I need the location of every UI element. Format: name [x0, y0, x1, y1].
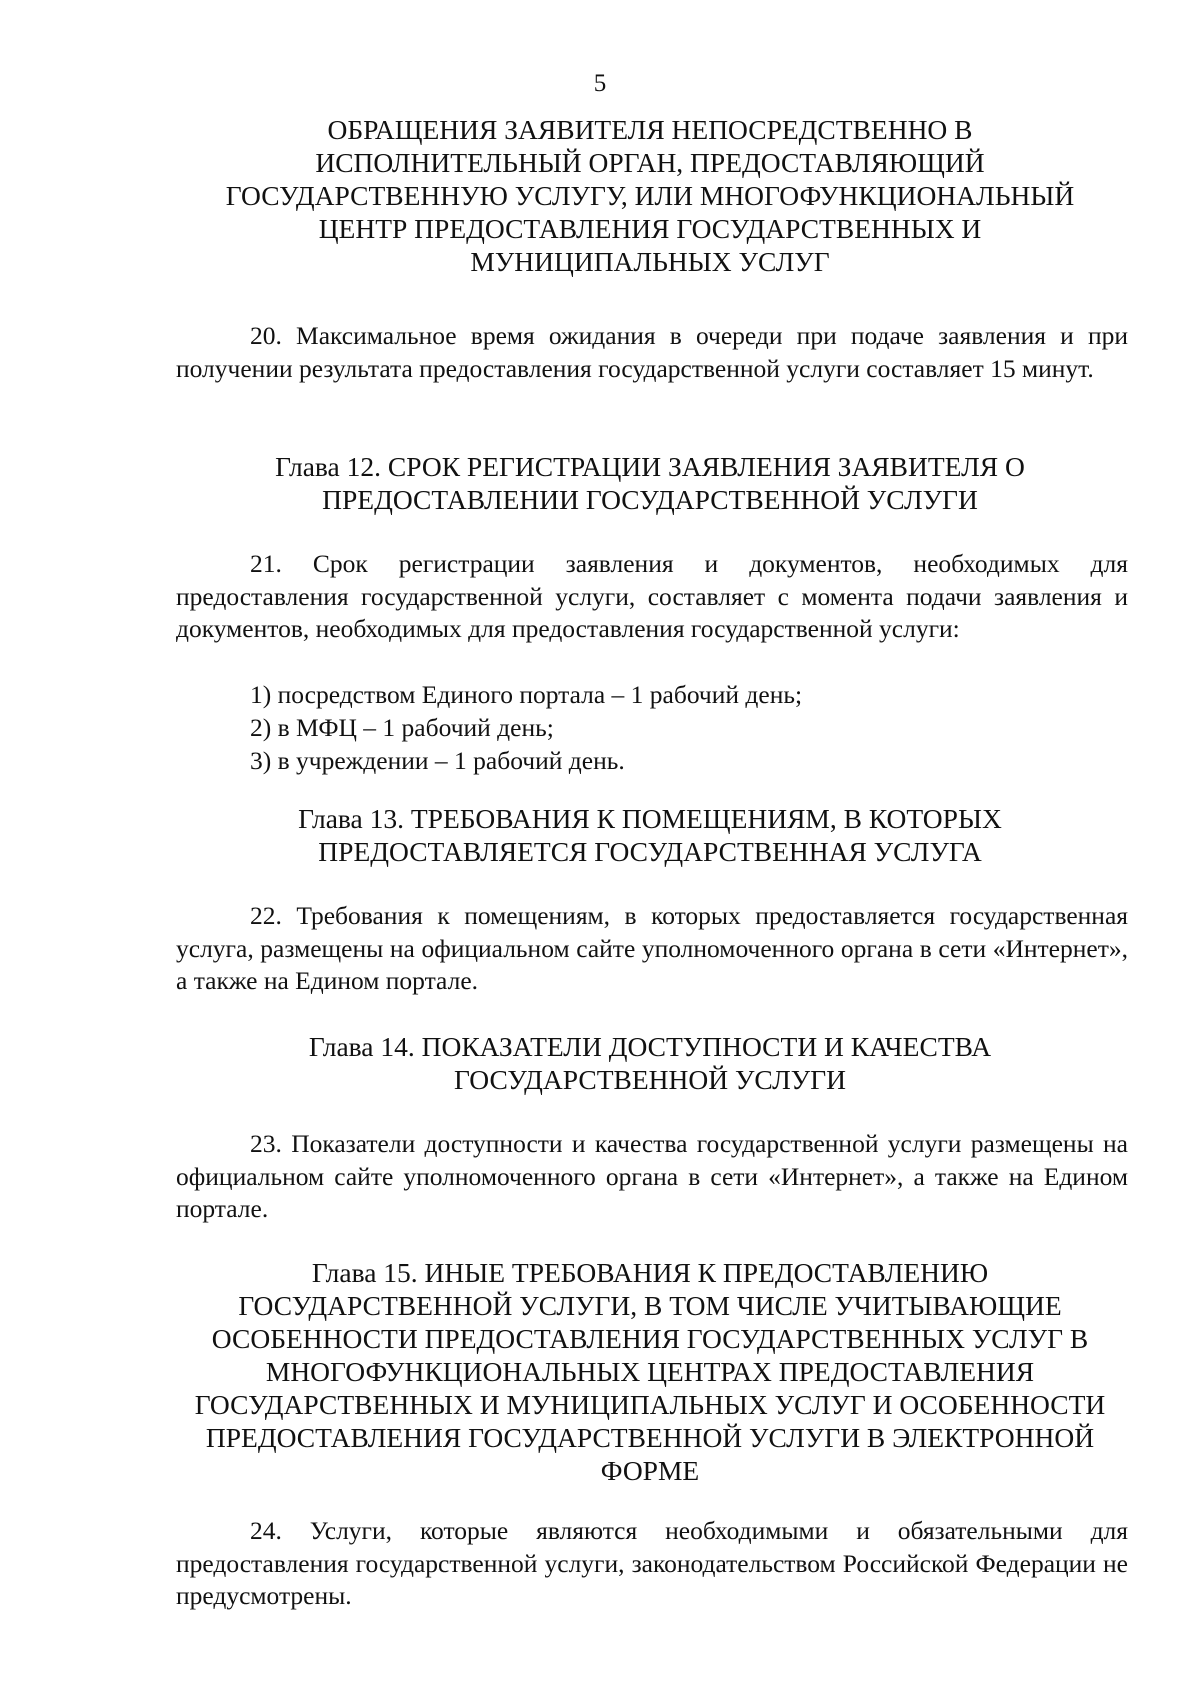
heading-line: ПРЕДОСТАВЛЕНИЯ ГОСУДАРСТВЕННОЙ УСЛУГИ В ЭЛЕКТРОННОЙ	[205, 1422, 1095, 1453]
heading-line: МНОГОФУНКЦИОНАЛЬНЫХ ЦЕНТРАХ ПРЕДОСТАВЛЕНИЯ	[265, 1356, 1035, 1387]
heading-line: Глава 14. ПОКАЗАТЕЛИ ДОСТУПНОСТИ И КАЧЕСТВА	[308, 1031, 992, 1062]
heading-line: Глава 15. ИНЫЕ ТРЕБОВАНИЯ К ПРЕДОСТАВЛЕНИЮ	[311, 1257, 989, 1288]
heading-line: Глава 12. СРОК РЕГИСТРАЦИИ ЗАЯВЛЕНИЯ ЗАЯВИТЕЛЯ О	[275, 451, 1025, 482]
chapter-12-heading	[170, 450, 1130, 516]
chapter-14-heading	[170, 1030, 1130, 1096]
heading-line: ОСОБЕННОСТИ ПРЕДОСТАВЛЕНИЯ ГОСУДАРСТВЕННЫХ УСЛУГ В	[211, 1323, 1089, 1354]
intro-heading	[170, 113, 1130, 278]
heading-line: ГОСУДАРСТВЕННУЮ УСЛУГУ, ИЛИ МНОГОФУНКЦИОНАЛЬНЫЙ	[225, 180, 1075, 211]
heading-line: ПРЕДОСТАВЛЕНИИ ГОСУДАРСТВЕННОЙ УСЛУГИ	[322, 484, 978, 515]
chapter-15-heading	[170, 1256, 1130, 1487]
heading-line: ОБРАЩЕНИЯ ЗАЯВИТЕЛЯ НЕПОСРЕДСТВЕННО В	[327, 114, 973, 145]
heading-line: ГОСУДАРСТВЕННОЙ УСЛУГИ	[454, 1064, 846, 1095]
list-item: 1) посредством Единого портала – 1 рабочий день;	[250, 680, 803, 709]
paragraph-21-list	[250, 678, 802, 777]
paragraph-20: 20. Максимальное время ожидания в очереди при подаче заявления и при получении результата предоставления государственной услуги составляет 15 минут.	[176, 321, 1128, 383]
paragraph-23: 23. Показатели доступности и качества государственной услуги размещены на официальном сайте уполномоченного органа в сети «Интернет», а также на Едином портале.	[176, 1129, 1128, 1223]
heading-line: МУНИЦИПАЛЬНЫХ УСЛУГ	[470, 246, 830, 277]
page-number: 5	[593, 70, 607, 97]
heading-line: ГОСУДАРСТВЕННЫХ И МУНИЦИПАЛЬНЫХ УСЛУГ И ОСОБЕННОСТИ	[194, 1389, 1106, 1420]
heading-line: ГОСУДАРСТВЕННОЙ УСЛУГИ, В ТОМ ЧИСЛЕ УЧИТЫВАЮЩИЕ	[238, 1290, 1062, 1321]
heading-line: ИСПОЛНИТЕЛЬНЫЙ ОРГАН, ПРЕДОСТАВЛЯЮЩИЙ	[315, 147, 985, 178]
chapter-13-heading	[170, 802, 1130, 868]
list-item: 2) в МФЦ – 1 рабочий день;	[250, 713, 554, 742]
paragraph-22: 22. Требования к помещениям, в которых предоставляется государственная услуга, размещены на официальном сайте уполномоченного органа в сети «Интернет», а также на Едином портале.	[176, 901, 1128, 995]
list-item: 3) в учреждении – 1 рабочий день.	[250, 746, 625, 775]
heading-line: Глава 13. ТРЕБОВАНИЯ К ПОМЕЩЕНИЯМ, В КОТОРЫХ	[298, 803, 1002, 834]
paragraph-21: 21. Срок регистрации заявления и документов, необходимых для предоставления государственной услуги, составляет с момента подачи заявления и документов, необходимых для предоставления государственной услуги:	[176, 549, 1128, 643]
heading-line: ПРЕДОСТАВЛЯЕТСЯ ГОСУДАРСТВЕННАЯ УСЛУГА	[318, 836, 982, 867]
heading-line: ФОРМЕ	[600, 1455, 700, 1486]
paragraph-24: 24. Услуги, которые являются необходимыми и обязательными для предоставления государственной услуги, законодательством Российской Федерации не предусмотрены.	[176, 1516, 1128, 1610]
heading-line: ЦЕНТР ПРЕДОСТАВЛЕНИЯ ГОСУДАРСТВЕННЫХ И	[318, 213, 982, 244]
